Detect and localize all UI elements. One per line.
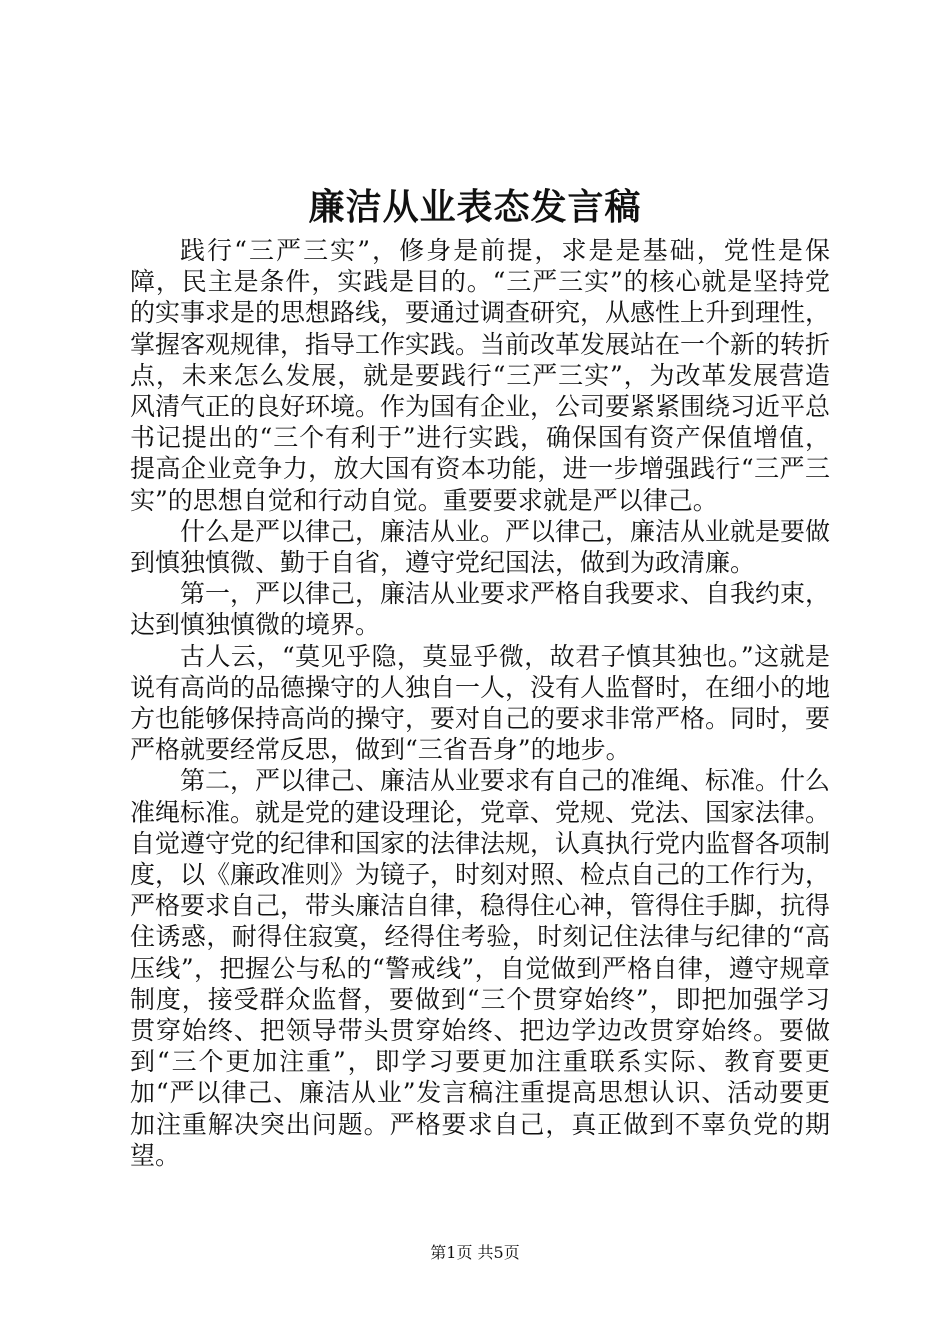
document-body: [130, 235, 830, 1171]
document-title: 廉洁从业表态发言稿: [308, 186, 642, 228]
page-number-footer: 第1页 共5页: [430, 1243, 520, 1262]
paragraph: 什么是严以律己，廉洁从业。严以律己，廉洁从业就是要做到慎独慎微、勤于自省，遵守党纪国法，做到为政清廉。: [130, 516, 831, 578]
paragraph: 第二，严以律己、廉洁从业要求有自己的准绳、标准。什么准绳标准。就是党的建设理论，党章、党规、党法、国家法律。自觉遵守党的纪律和国家的法律法规，认真执行党内监督各项制度，以《廉政准则》为镜子，时刻对照、检点自己的工作行为，严格要求自己，带头廉洁自律，稳得住心神，管得住手脚，抗得住诱惑，耐得住寂寞，经得住考验，时刻记住法律与纪律的“高压线”，把握公与私的“警戒线”，自觉做到严格自律，遵守规章制度，接受群众监督，要做到“三个贯穿始终”，即把加强学习贯穿始终、把领导带头贯穿始终、把边学边改贯穿始终。要做到“三个更加注重”，即学习要更加注重联系实际、教育要更加“严以律己、廉洁从业”发言稿注重提高思想认识、活动要更加注重解决突出问题。严格要求自己，真正做到不辜负党的期望。: [130, 766, 831, 1170]
paragraph: 古人云，“莫见乎隐，莫显乎微，故君子慎其独也。”这就是说有高尚的品德操守的人独自一人，没有人监督时，在细小的地方也能够保持高尚的操守，要对自己的要求非常严格。同时，要严格就要经常反思，做到“三省吾身”的地步。: [130, 641, 831, 765]
paragraph: 第一，严以律己，廉洁从业要求严格自我要求、自我约束，达到慎独慎微的境界。: [130, 579, 831, 640]
paragraph: 践行“三严三实”，修身是前提，求是是基础，党性是保障，民主是条件，实践是目的。“三严三实”的核心就是坚持党的实事求是的思想路线，要通过调查研究，从感性上升到理性，掌握客观规律，指导工作实践。当前改革发展站在一个新的转折点，未来怎么发展，就是要践行“三严三实”，为改革发展营造风清气正的良好环境。作为国有企业，公司要紧紧围绕习近平总书记提出的“三个有利于”进行实践，确保国有资产保值增值，提高企业竞争力，放大国有资本功能，进一步增强践行“三严三实”的思想自觉和行动自觉。重要要求就是严以律己。: [130, 236, 831, 515]
